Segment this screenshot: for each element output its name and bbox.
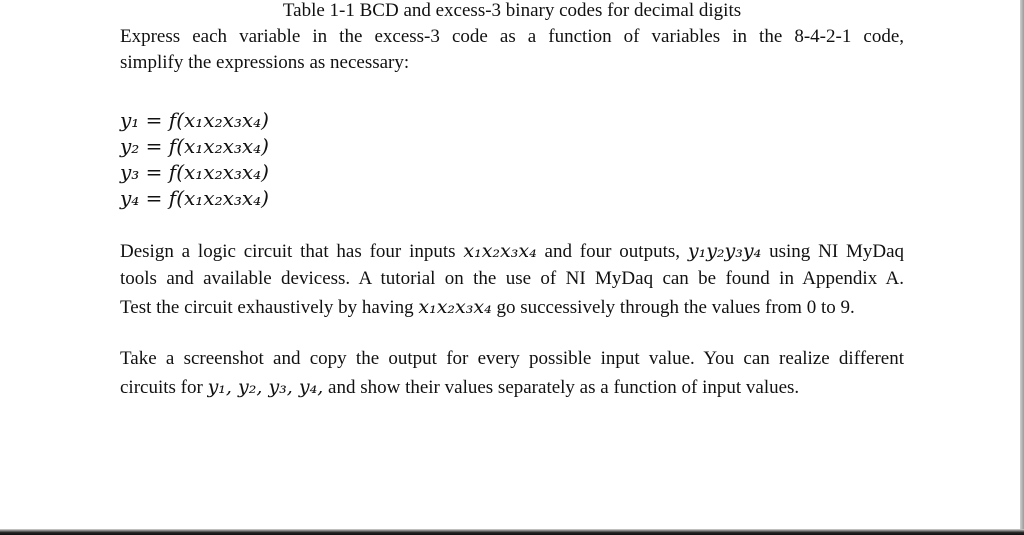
equation-y2: y₂ = f(x₁x₂x₃x₄) xyxy=(120,134,269,158)
circuits-text-b: and show their values separately as a function of input values. xyxy=(328,377,800,398)
window-right-edge xyxy=(1020,0,1024,535)
outputs-list: y₁, y₂, y₃, y₄, xyxy=(207,376,324,398)
design-line-2: tools and available devicess. A tutorial on the use of NI MyDaq can be found in Appendix A. xyxy=(120,268,904,289)
window-bottom-edge xyxy=(0,529,1024,535)
screenshot-line-1: Take a screenshot and copy the output for every possible input value. You can realize different xyxy=(120,348,904,369)
outputs-expression: y₁y₂y₃y₄ xyxy=(687,240,762,262)
design-text-a: Design a logic circuit that has four inputs xyxy=(120,241,456,262)
inputs-expression: x₁x₂x₃x₄ xyxy=(463,240,537,262)
intro-line-1: Express each variable in the excess-3 code as a function of variables in the 8-4-2-1 code, xyxy=(120,26,904,47)
screenshot-line-2 xyxy=(120,374,904,401)
equation-y4: y₄ = f(x₁x₂x₃x₄) xyxy=(120,186,269,210)
equation-y3: y₃ = f(x₁x₂x₃x₄) xyxy=(120,160,269,184)
design-line-1 xyxy=(120,238,904,265)
design-text-c: using NI MyDaq xyxy=(769,241,905,262)
design-text-b: and four outputs, xyxy=(544,241,680,262)
circuits-text-a: circuits for xyxy=(120,377,203,398)
intro-line-2: simplify the expressions as necessary: xyxy=(120,52,410,73)
table-caption: Table 1-1 BCD and excess-3 binary codes for decimal digits xyxy=(282,0,742,21)
test-text-a: Test the circuit exhaustively by having xyxy=(120,297,414,318)
test-text-b: go successively through the values from 0 to 9. xyxy=(496,297,855,318)
design-line-3 xyxy=(120,294,904,321)
equation-y1: y₁ = f(x₁x₂x₃x₄) xyxy=(120,108,269,132)
test-inputs-expression: x₁x₂x₃x₄ xyxy=(418,296,492,318)
